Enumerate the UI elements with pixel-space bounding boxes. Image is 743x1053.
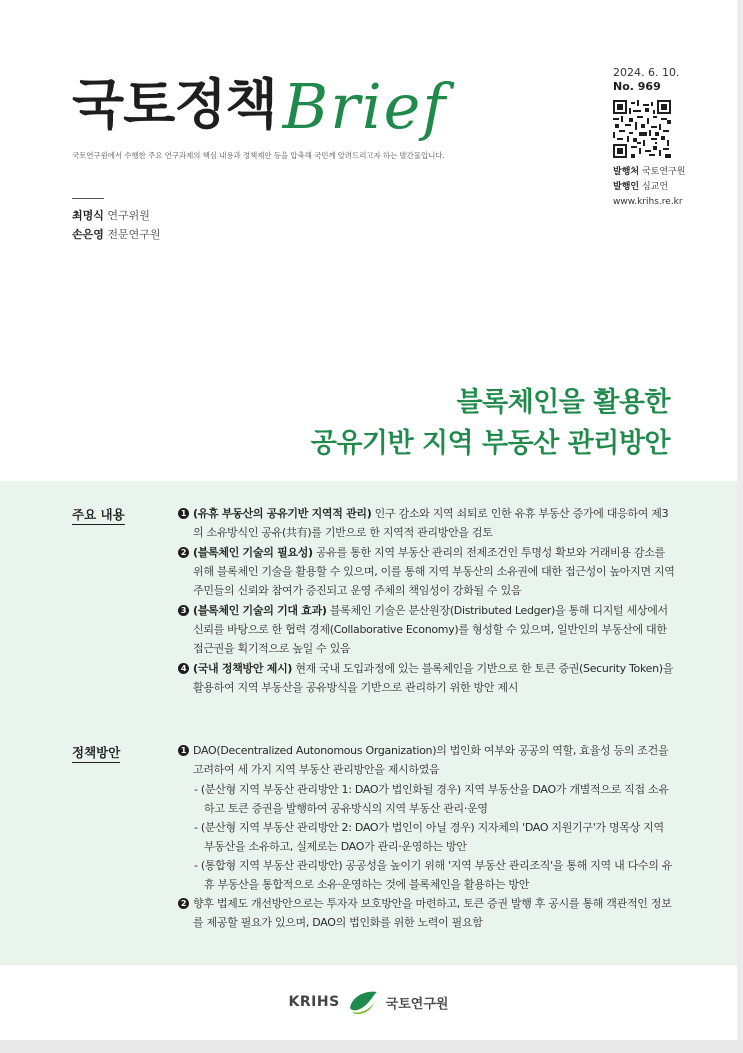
masthead-korean: 국토정책 [72,73,277,136]
issuer-name: 심교언 [641,182,669,192]
tagline: 국토연구원에서 수행한 주요 연구과제의 핵심 내용과 정책제안 등을 압축해 국민께 알려드리고자 하는 발간물입니다. [72,151,445,160]
list-item [178,741,676,779]
authors-divider [72,198,104,199]
main-contents [178,504,676,698]
item-number: 3 [178,605,189,616]
list-item [178,504,676,542]
title-line-1: 블록체인을 활용한 [456,387,670,418]
item-number: 2 [178,898,189,909]
item-heading: (유휴 부동산의 공유기반 지역적 관리) [193,507,372,520]
masthead-brief: Brief [282,70,448,143]
title-line-2: 공유기반 지역 부동산 관리방안 [310,428,670,459]
issue-number: No. 969 [613,80,661,93]
author-role: 연구위원 [107,209,150,222]
authors [72,206,161,244]
list-item [178,601,676,658]
item-number: 1 [178,745,189,756]
author-name: 손은영 [72,228,104,241]
author-name: 최명식 [72,209,104,222]
section-label-main: 주요 내용 [72,505,125,525]
publisher-name: 국토연구원 [641,167,686,177]
item-heading: (국내 정책방안 제시) [193,662,293,675]
item-heading: (블록체인 기술의 필요성) [193,546,313,559]
qr-code-icon[interactable] [613,100,671,158]
item-number: 1 [178,508,189,519]
item-text: 블록체인 기술은 분산원장(Distributed Ledger)을 통해 디지털 세상에서 신뢰를 바탕으로 한 협력 경제(Collaborative Economy)를 형성할 수 있으며, 일반인의 부동산에 대한 접근권을 획기적으로 높일 수 있음 [193,604,668,655]
author-role: 전문연구원 [107,228,161,241]
policy-contents [178,741,676,933]
publisher-label: 발행처 [613,167,640,177]
publisher-info [613,165,685,210]
report-title [311,382,670,464]
item-text: DAO(Decentralized Autonomous Organization)의 법인화 여부와 공공의 역할, 효율성 등의 조건을 고려하여 세 가지 지역 부동산 관리방안을 제시하였음 [193,744,669,776]
page-edge-right [737,0,743,1053]
item-text: 향후 법제도 개선방안으로는 투자자 보호방안을 마련하고, 토큰 증권 발행 후 공시를 통해 객관적인 정보를 제공할 필요가 있으며, DAO의 법인화를 위한 노력이 필요함 [193,897,672,929]
item-text: 공유를 통한 지역 부동산 관리의 전제조건인 투명성 확보와 거래비용 감소를 위해 블록체인 기술을 활용할 수 있으며, 이를 통해 지역 부동산의 소유권에 대한 접근성이 높아지면 지역 주민들의 신뢰와 참여가 증진되고 운영 주체의 책임성이 강화될 수 있음 [193,546,675,597]
item-number: 2 [178,547,189,558]
website-link[interactable]: www.krihs.re.kr [613,197,683,207]
issue-date: 2024. 6. 10. [613,66,680,79]
section-label-policy: 정책방안 [72,743,120,763]
page-edge-bottom [0,1040,743,1053]
item-heading: (블록체인 기술의 기대 효과) [193,604,327,617]
footer-logo [0,988,737,1016]
sub-item: - (분산형 지역 부동산 관리방안 2: DAO가 법인이 아닐 경우) 지자체의 'DAO 지원기구'가 명목상 지역 부동산을 소유하고, 실제로는 DAO가 관리·운영하는 방안 [194,821,664,853]
logo-org-name: 국토연구원 [385,996,449,1012]
masthead [72,52,447,142]
list-item [178,659,676,697]
item-text: 현재 국내 도입과정에 있는 블록체인을 기반으로 한 토큰 증권(Security Token)을 활용하여 지역 부동산을 공유방식을 기반으로 관리하기 위한 방안 제시 [193,662,674,694]
item-number: 4 [178,663,189,674]
sub-item: - (통합형 지역 부동산 관리방안) 공공성을 높이기 위해 '지역 부동산 관리조직'을 통해 지역 내 다수의 유휴 부동산을 통합적으로 소유·운영하는 것에 블록체인을 활용하는 방안 [194,859,673,891]
item-text: 인구 감소와 지역 쇠퇴로 인한 유휴 부동산 증가에 대응하여 제3의 소유방식인 공유(共有)를 기반으로 한 지역적 관리방안을 검토 [193,507,669,539]
list-item [178,894,676,932]
sub-item: - (분산형 지역 부동산 관리방안 1: DAO가 법인화될 경우) 지역 부동산을 DAO가 개별적으로 직접 소유하고 토큰 증권을 발행하여 공유방식의 지역 부동산 관리·운영 [194,783,669,815]
logo-acronym: KRIHS [288,994,340,1010]
krihs-leaf-icon [346,988,380,1016]
issuer-label: 발행인 [613,182,640,192]
list-item [178,543,676,600]
